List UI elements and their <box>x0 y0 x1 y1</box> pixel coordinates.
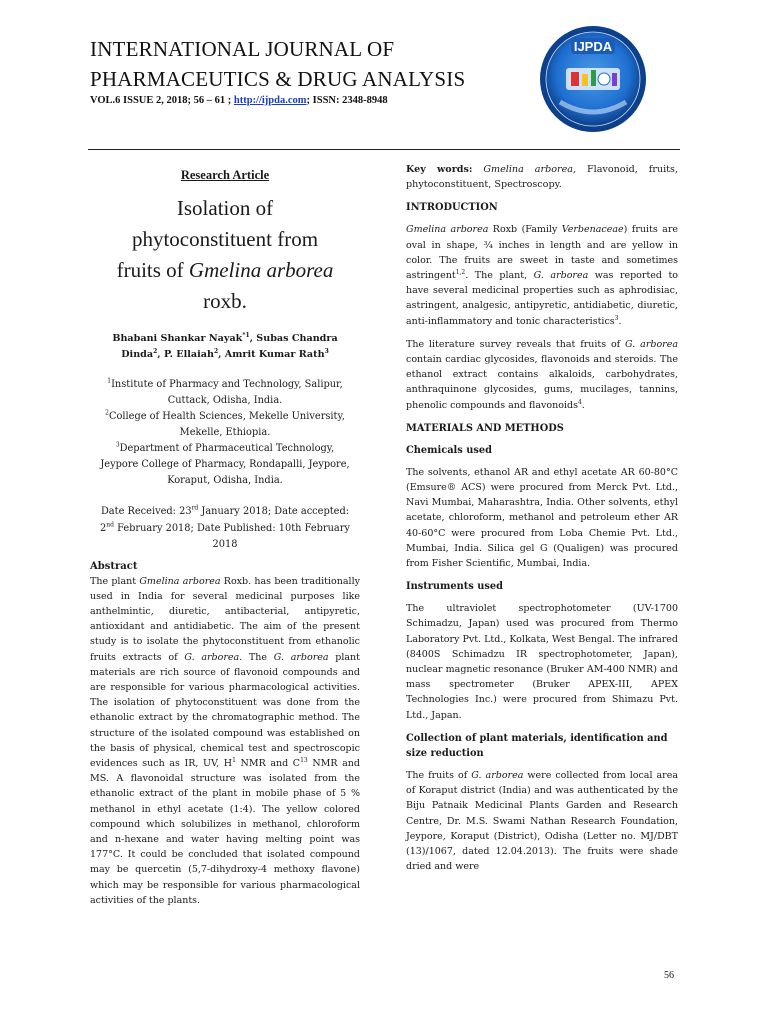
journal-issn: ; ISSN: 2348-8948 <box>306 95 388 106</box>
paper-title-species: Gmelina arborea <box>188 258 334 282</box>
header-divider <box>88 149 680 150</box>
journal-title <box>90 34 465 94</box>
affiliation-3-line2: Jeypore College of Pharmacy, Rondapalli, Jeypore, <box>100 459 350 470</box>
affiliation-1-line2: Cuttack, Odisha, India. <box>167 395 283 406</box>
affiliation-1: $^1$Institute of Pharmacy and Technology, Salipur, <box>107 377 343 390</box>
journal-title-line2: PHARMACEUTICS & DRUG ANALYSIS <box>90 67 466 91</box>
left-column <box>90 168 360 908</box>
journal-website-link[interactable]: http://ijpda.com <box>233 95 307 106</box>
chemicals-heading: Chemicals used <box>406 444 492 456</box>
author-2: , Subas Chandra <box>249 333 338 344</box>
keywords: Key words: Gmelina arborea, Flavonoid, fruits, phytoconstituent, Spectroscopy. <box>406 164 679 191</box>
paper-title-line3 <box>90 255 360 286</box>
right-column <box>406 162 678 874</box>
paper-title-line2: phytoconstituent from <box>131 227 319 251</box>
abstract-text: The plant Gmelina arborea Roxb. has been traditionally used in India for several medicinal purposes like anthelmintic, diuretic, antibacterial, antipyretic, antioxidant and antidiabetic. The aim of the present study is to isolate the phytoconstituent from ethanolic fruits extracts of G. arborea. The G. arborea plant materials are rich source of flavonoid compounds and are responsible for various pharmacological activities. The isolation of phytoconstituent was done from the ethanolic extract by the chromatographic method. The structure of the isolated compound was established on the basis of physical, chemical test and spectroscopic evidences such as IR, UV, $H^1$ NMR and $C^{13}$ NMR and MS. A flavonoidal structure was isolated from the ethanolic extract of the plant in mobile phase of 5 % methanol in ethyl acetate (1:4). The yellow colored compound which solubilizes in methanol, chloroform and n-hexane and water having melting point was 177°C. It could be concluded that isolated compound may be quercetin (5,7-dihydroxy-4 methoxy flavone) which may be responsible for various pharmacological activities of the plants. <box>90 575 360 906</box>
affiliation-3: $^3$Department of Pharmaceutical Technology, <box>115 441 335 454</box>
page-number: 56 <box>664 970 674 981</box>
affiliations <box>90 377 360 489</box>
introduction-paragraph-2: The literature survey reveals that fruits of G. arborea contain cardiac glycosides, flavonoids and steroids. The ethanol extract contains alkaloids, carbohydrates, anthraquinone glycosides, gums, mucilages, tannins, phenolic compounds and flavonoids$^4$. <box>406 338 679 411</box>
author-2-cont: Dinda <box>121 349 154 360</box>
introduction-paragraph-1: Gmelina arborea Roxb (Family Verbenaceae) fruits are oval in shape, ¾ inches in length and are yellow in color. The fruits are sweet in taste and sometimes astringent$^{1,2}$. The plant, G. arborea was reported to have several medicinal properties such as aphrodisiac, astringent, analgesic, antipyretic, antidiabetic, diuretic, anti-inflammatory and tonic characteristics$^3$. <box>406 224 679 327</box>
paper-title-line1: Isolation of <box>176 196 274 220</box>
ijpda-logo <box>538 24 648 134</box>
article-type: Research Article <box>180 168 270 182</box>
affiliation-2: $^2$College of Health Sciences, Mekelle University, <box>105 409 345 422</box>
author-3: , P. Ellaiah <box>157 349 214 360</box>
journal-volume-info: VOL.6 ISSUE 2, 2018; 56 – 61 ; <box>90 95 234 106</box>
paper-title <box>90 193 360 317</box>
author-list: Bhabani Shankar Nayak$^{*1}$, Subas Chandra Dinda$^2$, P. Ellaiah$^2$, Amrit Kumar Rath$^3$ <box>112 331 338 360</box>
affiliation-3-line3: Koraput, Odisha, India. <box>167 475 283 486</box>
instruments-heading: Instruments used <box>406 581 503 593</box>
author-4: , Amrit Kumar Rath <box>218 349 325 360</box>
collection-heading: Collection of plant materials, identification and size reduction <box>406 732 668 759</box>
materials-methods-heading: MATERIALS AND METHODS <box>406 422 564 434</box>
paper-title-line4: roxb. <box>203 289 247 313</box>
logo-text: IJPDA <box>573 39 613 54</box>
collection-paragraph: The fruits of G. arborea were collected from local area of Koraput district (India) and was authenticated by the Biju Patnaik Medicinal Plants Garden and Research Centre, Dr. M.S. Swami Nathan Research Foundation, Jeypore, Koraput (District), Odisha (Letter no. MJ/DBT (13)/1067, dated 12.04.2013). The fruits were shade dried and were <box>406 769 679 873</box>
author-1: Bhabani Shankar Nayak <box>112 333 243 344</box>
publication-dates: Date Received: 23rd January 2018; Date accepted: 2nd February 2018; Date Published: 10th February 2018 <box>100 504 350 550</box>
chemicals-paragraph: The solvents, ethanol AR and ethyl acetate AR 60-80°C (Emsure® ACS) were procured from Merck Pvt. Ltd., Navi Mumbai, Maharashtra, India. Other solvents, ethyl acetate, chloroform, methanol and petroleum ether AR 40-60°C were procured from Loba Chemie Pvt. Ltd., Mumbai, India. Silica gel G (Qualigen) was procured from Fisher Scientific, Mumbai, India. <box>406 466 678 570</box>
introduction-heading: INTRODUCTION <box>406 202 498 214</box>
paper-title-text: fruits of <box>116 258 189 282</box>
journal-title-line1: INTERNATIONAL JOURNAL OF <box>90 37 395 61</box>
affiliation-2-line2: Mekelle, Ethiopia. <box>179 427 271 438</box>
journal-meta <box>90 95 388 106</box>
instruments-paragraph: The ultraviolet spectrophotometer (UV-1700 Schimadzu, Japan) used was procured from Thermo Laboratory Pvt. Ltd., Kolkata, West Bengal. The infrared (8400S Schimadzu IR spectrophotometer, Japan), nuclear magnetic resonance (Bruker AM-400 NMR) and mass spectrometer (Bruker APEX-III, APEX Technologies Inc.) were procured from Shimazu Pvt. Ltd., Japan. <box>406 603 678 721</box>
abstract-heading: Abstract <box>90 560 138 572</box>
